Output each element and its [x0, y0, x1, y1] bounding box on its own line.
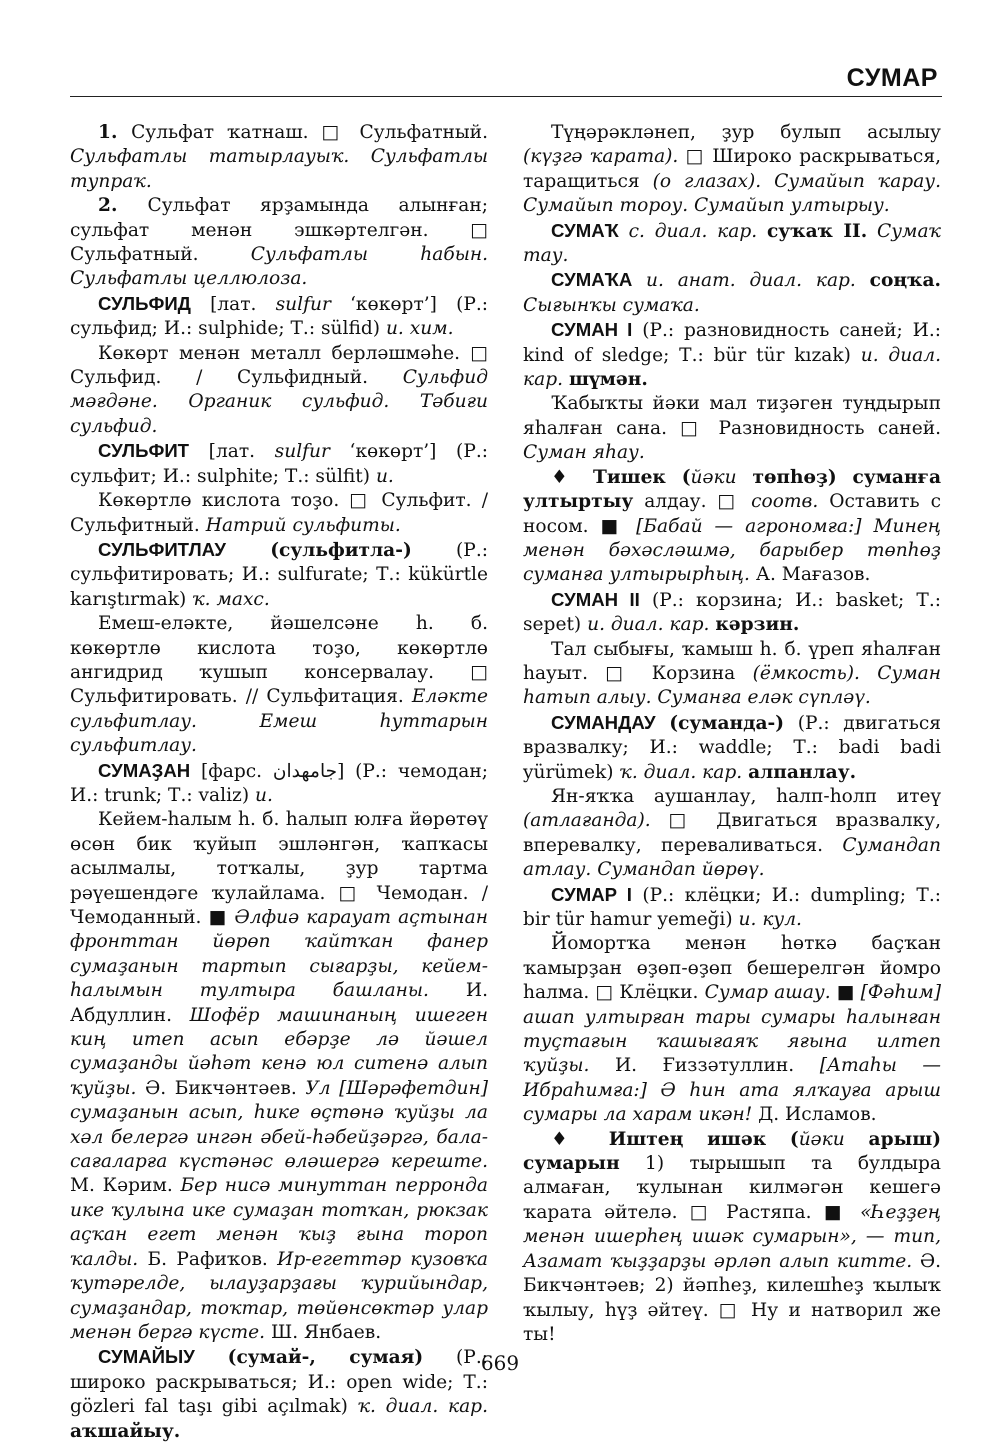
dictionary-paragraph	[523, 268, 941, 318]
bold-text: 1.	[98, 122, 132, 143]
body-text	[632, 270, 646, 291]
body-text: 1) тырышып та булдыра алмаған, ҡулынан килмәгән кешегә ҡарата әйтелә. □ Растяпа. ■	[523, 1153, 941, 1223]
italic-text: Шофёр машинаның ишеген киң итеп асып ебәрҙе лә йәшел сумаҙанды йәһәт кенә юл ситенә алып ҡуйҙы.	[70, 1004, 488, 1099]
body-text: ■	[830, 982, 861, 1004]
italic-text: [Атаһы — Ибраһимға:] Ә һин ата ялҡауға арыш сумары ла харам икән!	[523, 1055, 941, 1126]
body-text: [лат.	[190, 293, 276, 315]
body-text: Б. Рафиҡов.	[138, 1248, 278, 1270]
bold-text: ♦ Тишек (	[551, 466, 691, 488]
italic-text: и. анат. диал. кар.	[646, 270, 856, 292]
body-text: Емеш-еләкте, йәшелсәне һ. б. көкөртлө кислота тоҙо, көкөртлө ангидрид ҡушып консервалау. □ Сульфитировать. // Сульфитация.	[70, 613, 488, 708]
body-text: □ Широко раскрываться, таращиться	[523, 146, 941, 192]
bold-text: суҡаҡ II.	[766, 220, 868, 242]
italic-text: и.	[254, 784, 273, 806]
body-text	[867, 221, 877, 242]
italic-text: Сумандап атлау. Сумандап йөрөү.	[523, 834, 941, 881]
body-text: алдау. □	[633, 491, 752, 513]
body-text: Ян-яҡҡа аушанлау, һалп-һолп итеү	[551, 785, 941, 807]
italic-text: Ул [Шәрәфетдин] сумаҙанын асып, һике өҫтөнә ҡуйҙы ла хәл белергә ингән әбей-һәбейҙәргә, бала-сағаларға күстәнәс өләшергә кереште.	[70, 1077, 488, 1173]
entry-headword: СУМАЙЫУ	[98, 1346, 195, 1368]
body-text: Сульфат ярҙамында алынған; сульфат менән эшкәртелгән. □ Сульфатный.	[70, 195, 489, 266]
bold-text: ♦ Иштең ишәк (	[551, 1128, 799, 1150]
italic-text: ҡ. махс.	[192, 588, 270, 610]
bold-text: (сульфитла-)	[270, 539, 412, 561]
body-text	[619, 221, 629, 242]
dictionary-paragraph	[70, 538, 488, 612]
bold-text: 2.	[98, 195, 148, 217]
italic-text: и.	[375, 465, 394, 487]
dictionary-paragraph	[523, 219, 941, 269]
italic-text: с. диал. кар.	[628, 220, 758, 242]
left-column	[70, 121, 488, 1444]
bold-text: кәрзин.	[715, 614, 800, 636]
dictionary-paragraph	[523, 121, 941, 219]
dictionary-paragraph	[70, 194, 488, 292]
italic-text: Сульфид мәғдәне. Органик сульфид. Тәбиғи сульфид.	[70, 367, 488, 437]
italic-text: (атлағанда).	[523, 810, 651, 832]
bold-text: төпһөҙ) суманға ултыртыу	[523, 466, 941, 513]
italic-text: (ёмкость). Суман һатып алыу. Суманға еләк сүпләү.	[523, 662, 941, 709]
entry-headword: СУМАН II	[551, 588, 640, 610]
entry-headword: СУЛЬФИТЛАУ	[98, 538, 226, 560]
body-text: Тал сыбығы, ҡамыш һ. б. үреп яһалған һауыт. □ Корзина	[523, 638, 941, 684]
italic-text: [Фәһим] ашап ултырған тары сумары һалынған туҫтағын ҡашығаяҡ яғына илтеп ҡуйҙы.	[523, 982, 941, 1077]
entry-headword: СУМАНДАУ	[551, 711, 656, 733]
dictionary-paragraph	[70, 342, 488, 440]
dictionary-paragraph	[523, 588, 941, 638]
body-text: [фарс. جامهدان] (Р.: чемодан; И.: trunk; Т.: valiz)	[70, 760, 488, 806]
dictionary-paragraph	[70, 439, 488, 489]
body-text: (Р.: сульфитировать; И.: sulfurate; Т.: kükürtle karıştırmak)	[70, 539, 488, 610]
body-text: Оставить с носом. ■	[523, 491, 941, 537]
body-text: Ә. Бикчәнтәев.	[136, 1077, 306, 1099]
italic-text: Натрий сульфиты.	[205, 514, 401, 536]
italic-text: Сульфатлы татырлауыҡ. Сульфатлы тупраҡ.	[70, 146, 488, 192]
italic-text: и. хим.	[385, 318, 454, 340]
running-header: СУМАР	[846, 64, 938, 92]
bold-text: алпанлау.	[748, 761, 857, 783]
italic-text: sulfur	[275, 293, 331, 315]
body-text: Ш. Янбаев.	[265, 1321, 382, 1343]
body-text: Ә. Бикчәнтәев; 2) йәпһеҙ, килешһеҙ ҡылыҡ ҡылыу, һүҙ әйтеү. □ Ну и натворил же ты!	[523, 1250, 941, 1345]
italic-text: [Бабай — агрономға:] Минең менән бәхәсләшмә, барыбер төпһөҙ суманға ултырырһың.	[523, 515, 941, 586]
right-column	[523, 121, 941, 1347]
entry-headword: СУМАҠ	[551, 219, 619, 241]
dictionary-paragraph	[70, 292, 488, 342]
body-text: (Р.: разновидность саней; И.: kind of sledge; Т.: bür tür kızak)	[523, 320, 941, 366]
body-text: Түңәрәкләнеп, ҙур булып асылыу	[551, 122, 941, 143]
dictionary-paragraph	[70, 489, 488, 538]
body-text: (Р.: корзина; И.: basket; Т.: sepet)	[523, 589, 941, 636]
body-text: (Р.: двигаться вразвалку; И.: waddle; Т.: badi badi yürümek)	[523, 712, 941, 783]
italic-text: соотв.	[751, 491, 819, 513]
body-text: Сульфат ҡатнаш. □ Сульфатный.	[131, 122, 488, 143]
italic-text: Сумаҡ тау.	[523, 220, 941, 267]
dictionary-paragraph	[523, 318, 941, 392]
entry-headword: СУМАҘАН	[98, 759, 191, 781]
dictionary-paragraph	[523, 466, 941, 588]
body-text: □ Двигаться вразвалку, вперевалку, переваливаться.	[523, 810, 941, 856]
body-text: Көкөртлө кислота тоҙо. □ Сульфит. / Сульфитный.	[70, 490, 488, 536]
entry-headword: СУЛЬФИТ	[98, 440, 190, 462]
italic-text: Суман яһау.	[523, 442, 645, 464]
body-text: [лат.	[189, 441, 275, 463]
italic-text: sulfur	[274, 441, 330, 463]
body-text: (Р.: широко раскрываться; И.: open wide; Т.: gözleri fal taşı gibi açılmak)	[70, 1347, 488, 1418]
bold-text: шүмән.	[568, 369, 648, 391]
dictionary-paragraph	[70, 612, 488, 758]
italic-text: ҡ. диал. кар.	[357, 1396, 488, 1418]
body-text: (Р.: клёцки; И.: dumpling; Т.: bir tür hamur yemeği)	[523, 884, 941, 930]
italic-text: Ир-егеттәр кузовҡа ҡутәрелде, ылауҙарҙағы ҡурийындар, сумаҙандар, тоҡтар, төйөнсөктәр улар менән бергә күсте.	[70, 1248, 488, 1343]
bold-text: (сумай-, сумая)	[227, 1347, 424, 1369]
body-text: Ҡабыҡты йәки мал тиҙәген туңдырып яһалған сана. □ Разновидность саней.	[523, 393, 941, 439]
bold-text: аҡшайыу.	[70, 1420, 181, 1442]
dictionary-paragraph	[523, 638, 941, 711]
italic-text: йәки	[798, 1128, 845, 1150]
dictionary-paragraph	[523, 711, 941, 785]
body-text	[757, 221, 767, 242]
body-text	[226, 540, 270, 561]
dictionary-paragraph	[523, 785, 941, 883]
body-text: Көкөрт менән металл берләшмәһе. □ Сульфид. / Сульфидный.	[70, 342, 488, 389]
entry-headword: СУЛЬФИД	[98, 292, 191, 314]
body-text: Йомортҡа менән һөткә баҫҡан ҡамырҙан өҙөп-өҙөп бешерелгән йомро һалма. □ Клёцки.	[523, 933, 941, 1004]
entry-headword: СУМАР I	[551, 883, 632, 905]
entry-headword: СУМАН I	[551, 319, 633, 341]
body-text: Д. Исламов.	[752, 1104, 877, 1126]
body-text	[656, 713, 670, 734]
italic-text: «Һеҙҙең менән ишерһең ишәк сумарын», — тип, Азамат ҡыҙҙарҙы әрләп алып китте.	[523, 1201, 941, 1272]
italic-text: Бер нисә минуттан перронда ике ҡулына ике сумаҙан тотҡан, рюкзак аҫҡан егет менән ҡыҙ ғына тороп ҡалды.	[70, 1175, 488, 1270]
dictionary-paragraph	[70, 759, 488, 809]
italic-text: и. диал. кар.	[587, 614, 710, 636]
italic-text: и. кул.	[738, 909, 802, 930]
dictionary-paragraph	[70, 121, 488, 194]
body-text: И. Абдуллин.	[70, 980, 488, 1026]
italic-text: Еләкте сульфитлау. Емеш һуттарын сульфитлау.	[70, 686, 488, 757]
body-text: И. Ғиззәтуллин.	[589, 1055, 820, 1077]
bold-text: соңҡа.	[869, 270, 941, 292]
body-text	[856, 270, 870, 291]
dictionary-paragraph	[523, 883, 941, 933]
dictionary-paragraph	[523, 392, 941, 465]
body-text: М. Кәрим.	[70, 1175, 181, 1197]
body-text: А. Мағазов.	[749, 564, 871, 586]
italic-text: йәки	[690, 466, 737, 488]
body-text: ‘көкөрт’] (Р.: сульфит; И.: sulphite; Т.: sülfit)	[70, 441, 488, 487]
header-rule	[70, 96, 942, 97]
page-number: 669	[480, 1351, 520, 1375]
italic-text: Сығынҡы сумаҡа.	[523, 294, 700, 316]
dictionary-paragraph	[523, 1128, 941, 1348]
bold-text: (суманда-)	[669, 712, 785, 734]
entry-headword: СУМАҠА	[551, 269, 633, 291]
italic-text: и. диал. кар.	[523, 344, 942, 391]
italic-text: ҡ. диал. кар.	[619, 761, 743, 783]
italic-text: (күҙгә ҡарата).	[523, 146, 679, 168]
body-text: Кейем-һалым һ. б. һалып юлға йөрөтөү өсөн бик ҡуйып эшләнгән, ҡапҡасы асылмалы, тотҡалы, ҙур тартма рәүешендәге ҡулайлама. □ Чемодан. / Чемоданный. ■	[70, 809, 488, 928]
italic-text: Сульфатлы һабын. Сульфатлы целлюлоза.	[70, 244, 488, 290]
bold-text: арыш) сумарын	[523, 1128, 941, 1175]
italic-text: Әлфиә карауат аҫтынан фронттан йөрөп ҡайтҡан фанер сумаҙанын тартып сығарҙы, кейем-һалымын тултыра башланы.	[70, 907, 488, 1002]
dictionary-paragraph	[523, 932, 941, 1127]
italic-text: (о глазах). Сумайып ҡарау. Сумайып тороу. Сумайып ултырыу.	[523, 170, 941, 217]
body-text: ‘көкөрт’] (Р.: сульфид; И.: sulphide; Т.: sülfid)	[70, 293, 489, 340]
dictionary-paragraph	[70, 808, 488, 1345]
italic-text: Сумар ашау.	[704, 982, 831, 1004]
